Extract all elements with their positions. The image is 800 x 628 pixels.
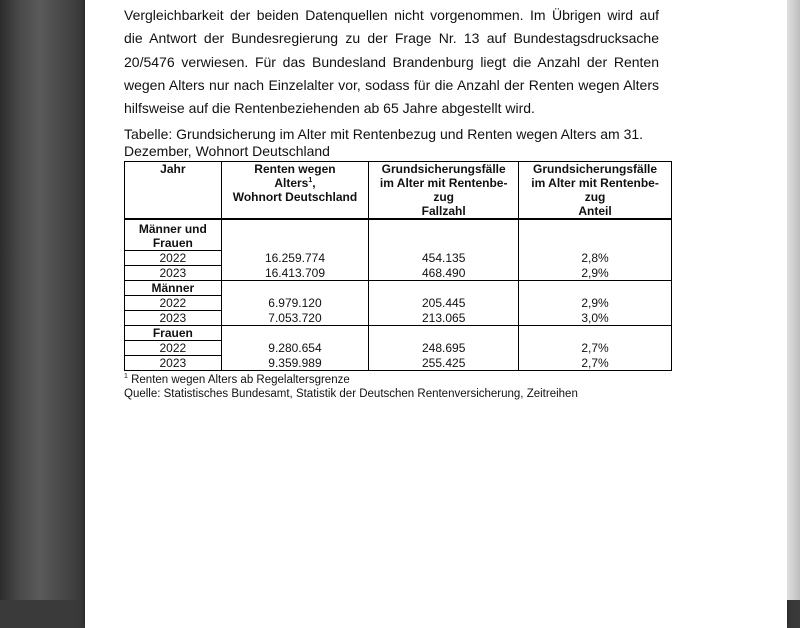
fallzahl-cell: 255.425: [369, 356, 519, 371]
data-table: [124, 161, 672, 371]
year-cell: 2023: [125, 356, 222, 371]
table-row: [125, 341, 672, 356]
renten-cell: 16.413.709: [221, 266, 369, 281]
renten-cell: 9.359.989: [221, 356, 369, 371]
renten-cell: 6.979.120: [221, 296, 369, 311]
table-row: [125, 296, 672, 311]
table-row: [125, 311, 672, 326]
paragraph-line: hilfsweise auf die Rentenbeziehenden ab 65 Jahre abgestellt wird.: [124, 100, 535, 117]
fallzahl-cell: 205.445: [369, 296, 519, 311]
anteil-cell: 2,9%: [519, 296, 672, 311]
header-fallzahl: Grundsicherungsfälle im Alter mit Rentenbe- zug Fallzahl: [369, 162, 519, 220]
paragraph-line: die Antwort der Bundesregierung zu der Frage Nr. 13 auf Bundestagsdrucksache: [124, 30, 659, 47]
fallzahl-cell: 468.490: [369, 266, 519, 281]
renten-cell: 9.280.654: [221, 341, 369, 356]
document-page[interactable]: [85, 0, 787, 628]
table-caption: Tabelle: Grundsicherung im Alter mit Rentenbezug und Renten wegen Alters am 31. Dezember, Wohnort Deutschland: [124, 126, 644, 159]
year-cell: 2022: [125, 341, 222, 356]
year-cell: 2023: [125, 266, 222, 281]
year-cell: 2022: [125, 251, 222, 266]
header-jahr: Jahr: [125, 162, 222, 220]
year-cell: 2022: [125, 296, 222, 311]
table-row: [125, 266, 672, 281]
anteil-cell: 2,7%: [519, 341, 672, 356]
footnote-marker: 1: [124, 373, 128, 381]
paragraph-line: [124, 0, 659, 4]
table-row: [125, 251, 672, 266]
table-row: [125, 356, 672, 371]
group-label-row: [125, 281, 672, 296]
anteil-cell: 2,7%: [519, 356, 672, 371]
table-header-row: [125, 162, 672, 220]
group-label: Männer und Frauen: [125, 219, 222, 251]
table-source: Quelle: Statistisches Bundesamt, Statistik der Deutschen Rentenversicherung, Zeitreihen: [124, 387, 578, 400]
paragraph-line: Vergleichbarkeit der beiden Datenquellen nicht vorgenommen. Im Übrigen wird auf: [124, 7, 659, 23]
paragraph-line: wegen Alters nur nach Einzelalter vor, sodass für die Anzahl der Renten wegen Alters: [124, 76, 659, 93]
footnote-text: Renten wegen Alters ab Regelaltersgrenze: [127, 374, 350, 387]
paragraph-line: 20/5476 verwiesen. Für das Bundesland Brandenburg liegt die Anzahl der Renten: [124, 53, 659, 70]
window-edge: [787, 0, 800, 600]
group-label: Männer: [125, 281, 222, 296]
anteil-cell: 3,0%: [519, 311, 672, 326]
group-label-row: [125, 326, 672, 341]
renten-cell: 16.259.774: [221, 251, 369, 266]
body-paragraph: [124, 0, 659, 120]
fallzahl-cell: 454.135: [369, 251, 519, 266]
anteil-cell: 2,8%: [519, 251, 672, 266]
header-anteil: Grundsicherungsfälle im Alter mit Rentenbe- zug Anteil: [519, 162, 672, 220]
header-renten: Renten wegen Alters$^1$, Wohnort Deutschland: [221, 162, 369, 220]
group-label: Frauen: [125, 326, 222, 341]
anteil-cell: 2,9%: [519, 266, 672, 281]
group-label-row: [125, 219, 672, 251]
fallzahl-cell: 213.065: [369, 311, 519, 326]
renten-cell: 7.053.720: [221, 311, 369, 326]
page-content: [124, 0, 659, 401]
year-cell: 2023: [125, 311, 222, 326]
table-footnote: [124, 374, 659, 388]
fallzahl-cell: 248.695: [369, 341, 519, 356]
